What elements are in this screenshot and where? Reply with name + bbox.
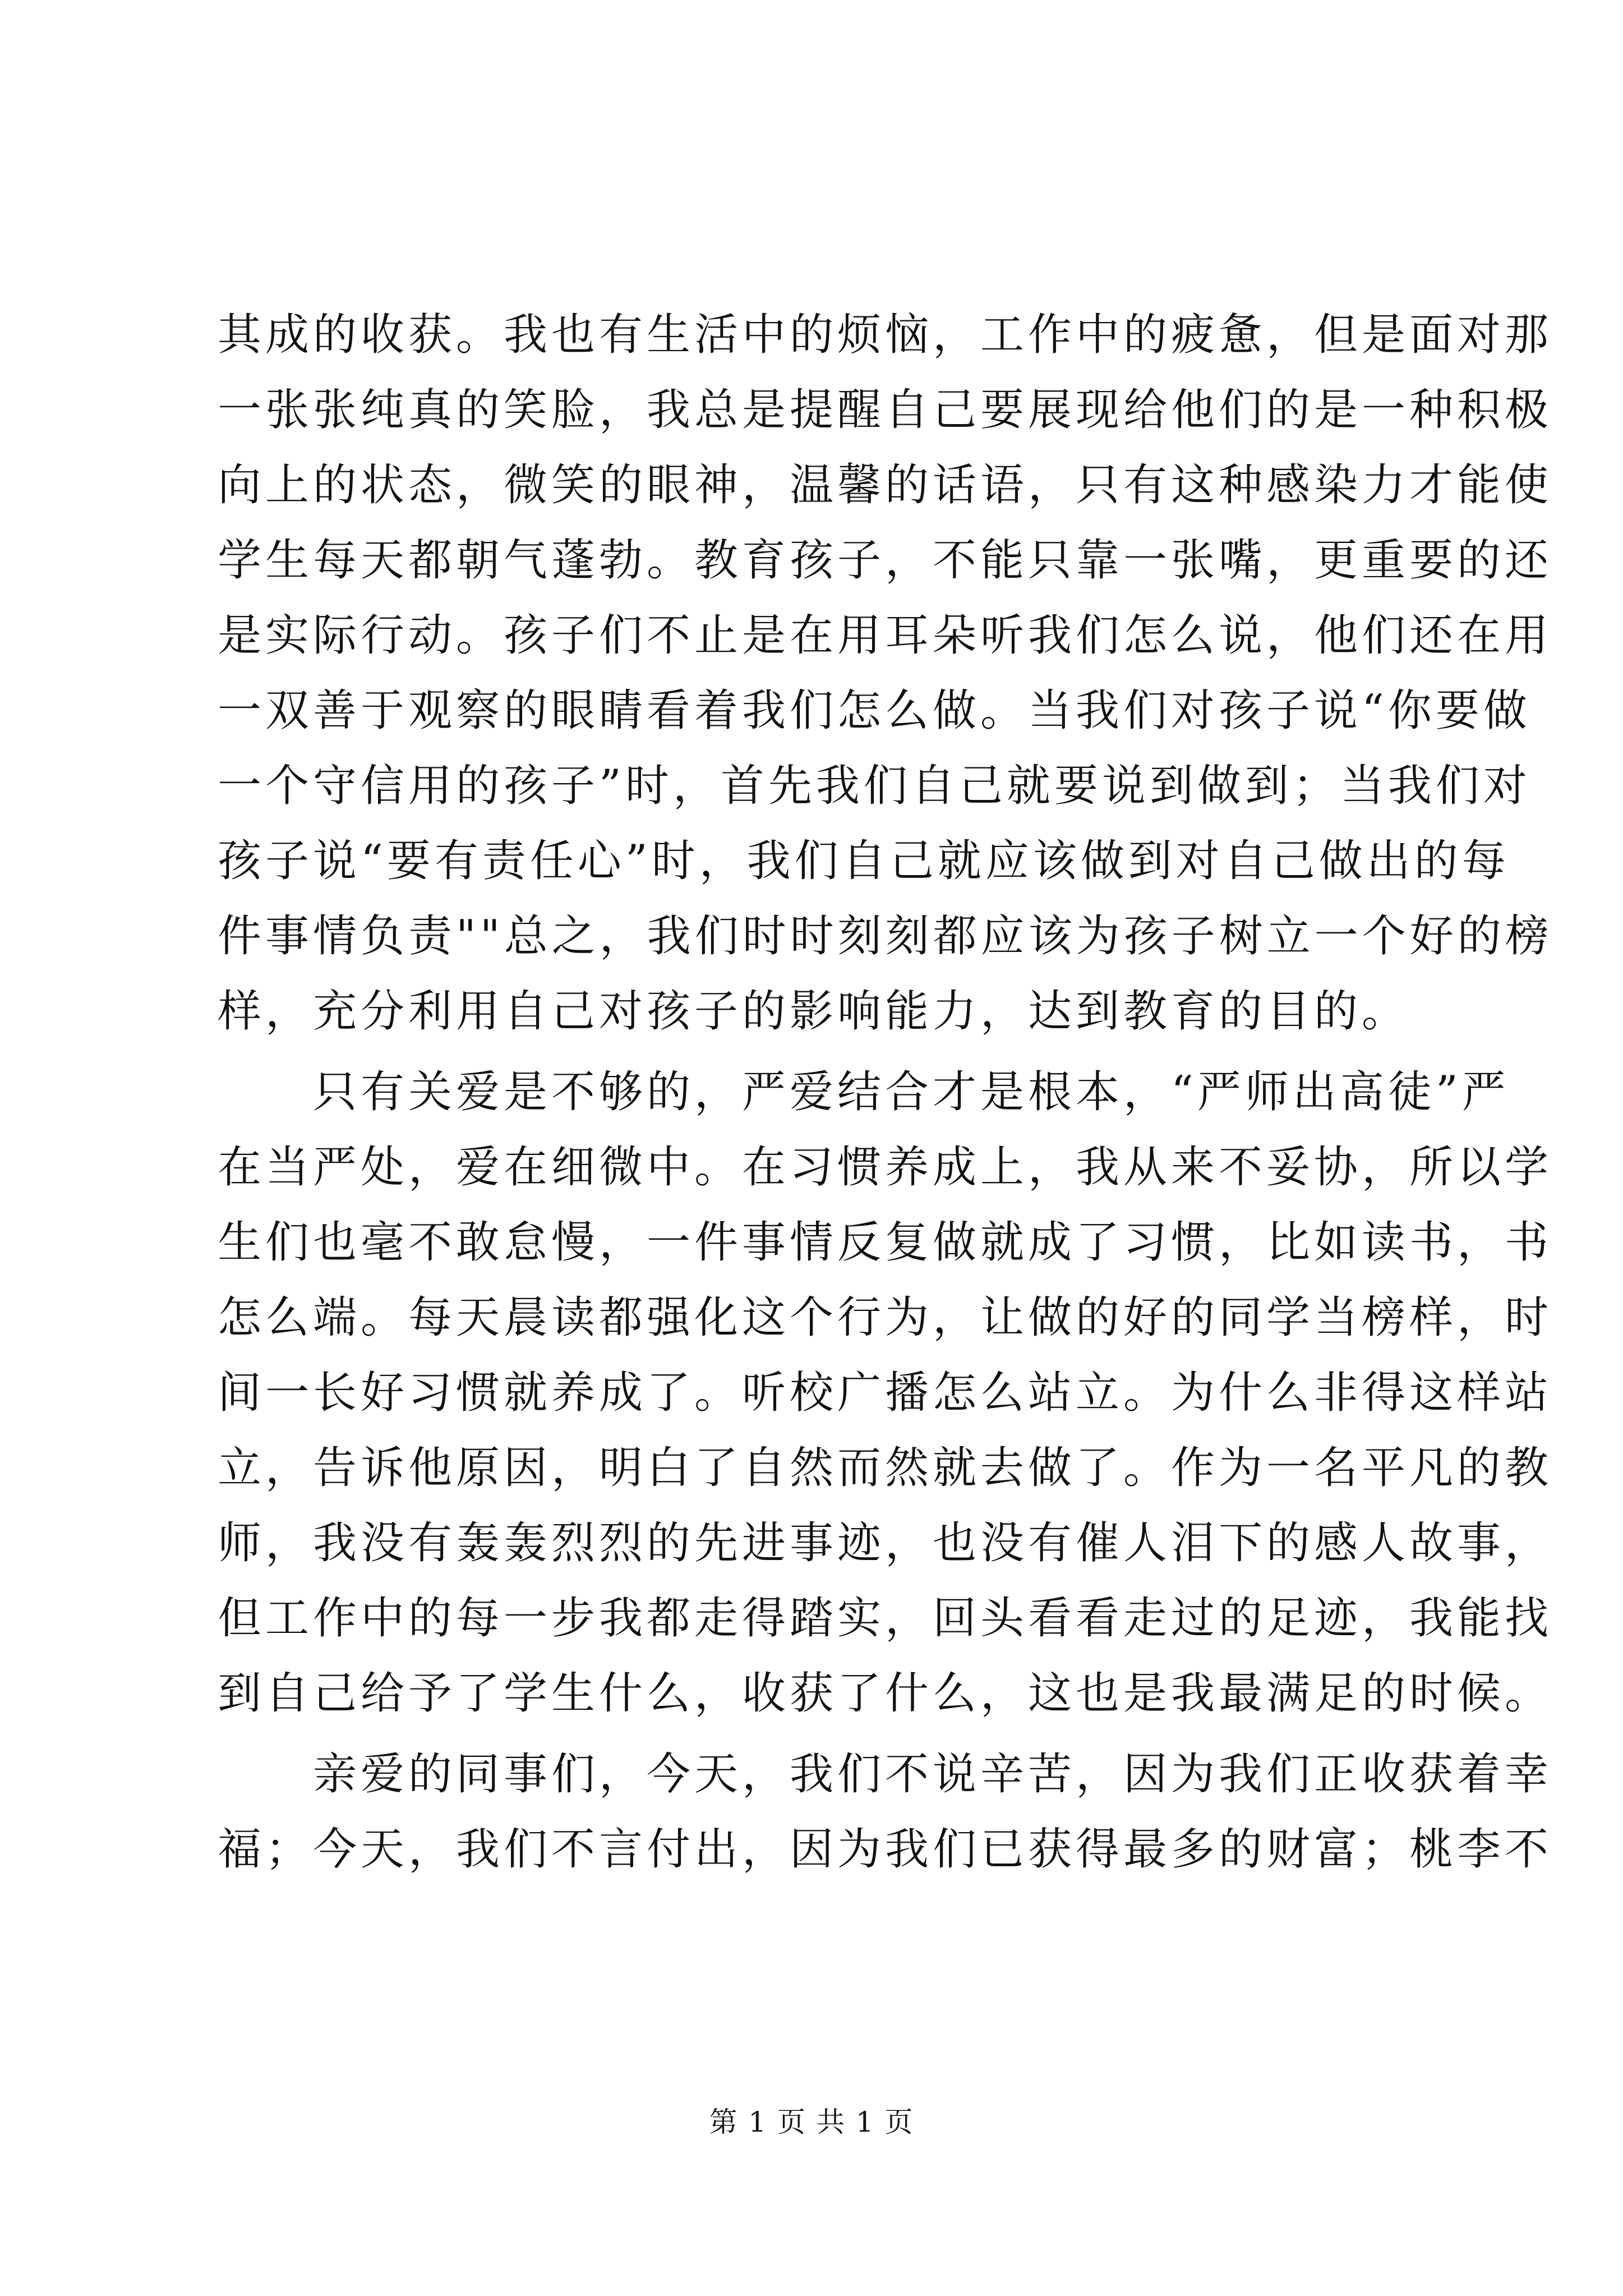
paragraph-gap [218,1049,1418,1055]
paragraph-gap [218,1731,1418,1737]
text-line: 怎么端。每天晨读都强化这个行为，让做的好的同学当榜样，时 [218,1292,1553,1343]
text-line: 只有关爱是不够的，严爱结合才是根本，“严师出高徒”严 [218,1067,1510,1117]
text-line: 孩子说“要有责任心”时，我们自己就应该做到对自己做出的每 [218,836,1510,886]
text-line: 其成的收获。我也有生活中的烦恼，工作中的疲惫，但是面对那 [218,310,1553,360]
text-line: 生们也毫不敢怠慢，一件事情反复做就成了习惯，比如读书，书 [218,1217,1553,1268]
text-line: 间一长好习惯就养成了。听校广播怎么站立。为什么非得这样站 [218,1368,1553,1418]
text-line: 一双善于观察的眼睛看着我们怎么做。当我们对孩子说“你要做 [218,685,1531,736]
body-text [218,297,1553,1887]
text-line: 一个守信用的孩子”时，首先我们自己就要说到做到；当我们对 [218,761,1531,811]
text-line: 但工作中的每一步我都走得踏实，回头看看走过的足迹，我能找 [218,1593,1553,1644]
page-footer: 第 1 页 共 1 页 [709,2106,914,2138]
text-line: 福；今天，我们不言付出，因为我们已获得最多的财富；桃李不 [218,1824,1553,1875]
text-line: 学生每天都朝气蓬勃。教育孩子，不能只靠一张嘴，更重要的还 [218,535,1553,586]
text-line: 在当严处，爱在细微中。在习惯养成上，我从来不妥协，所以学 [218,1142,1553,1193]
text-line: 一张张纯真的笑脸，我总是提醒自己要展现给他们的是一种积极 [218,385,1553,435]
text-line: 样，充分利用自己对孩子的影响能力，达到教育的目的。 [218,986,1410,1037]
text-line: 是实际行动。孩子们不止是在用耳朵听我们怎么说，他们还在用 [218,610,1553,661]
text-line: 向上的状态，微笑的眼神，温馨的话语，只有这种感染力才能使 [218,460,1553,510]
text-line: 件事情负责""总之，我们时时刻刻都应该为孩子树立一个好的榜 [218,911,1553,961]
text-line: 到自己给予了学生什么，收获了什么，这也是我最满足的时候。 [218,1668,1553,1719]
text-line: 师，我没有轰轰烈烈的先进事迹，也没有催人泪下的感人故事， [218,1518,1553,1568]
text-line: 亲爱的同事们，今天，我们不说辛苦，因为我们正收获着幸 [218,1749,1553,1800]
text-line: 立，告诉他原因，明白了自然而然就去做了。作为一名平凡的教 [218,1443,1553,1493]
